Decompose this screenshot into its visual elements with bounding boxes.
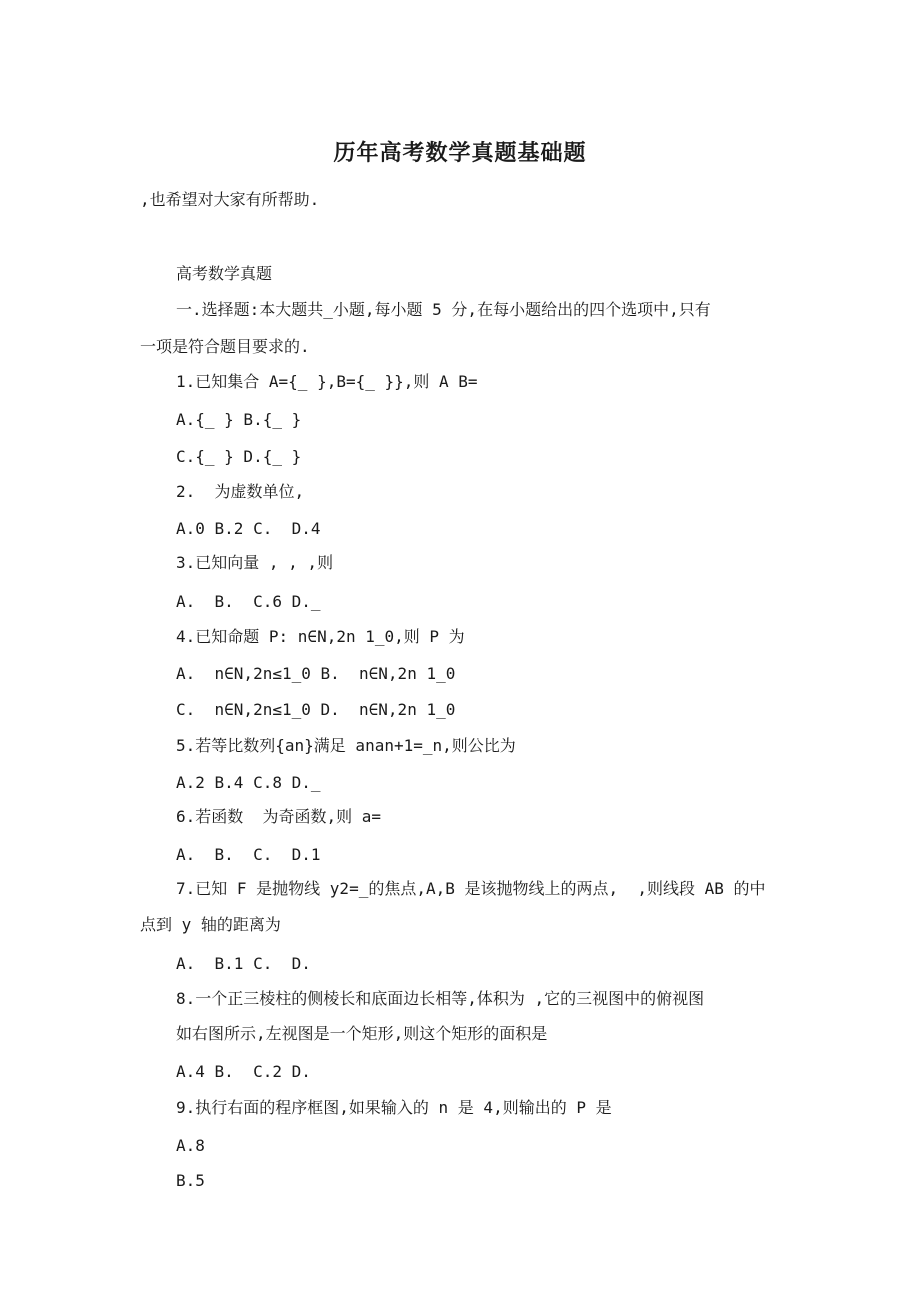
question-3: 3.已知向量 , , ,则: [176, 553, 334, 572]
question-1-options-cd: C.{_ } D.{_ }: [176, 447, 302, 466]
section-title: 高考数学真题: [176, 264, 273, 283]
question-9-option-a: A.8: [176, 1136, 205, 1155]
question-5-options: A.2 B.4 C.8 D._: [176, 773, 321, 792]
question-4: 4.已知命题 P: n∈N,2n 1_0,则 P 为: [176, 627, 465, 646]
question-7-line-2: 点到 y 轴的距离为: [140, 915, 281, 934]
question-2-options: A.0 B.2 C. D.4: [176, 519, 321, 538]
question-9-option-b: B.5: [176, 1171, 205, 1190]
question-7-line-1: 7.已知 F 是抛物线 y2=_的焦点,A,B 是该抛物线上的两点, ,则线段 AB 的中: [176, 879, 766, 898]
question-8-options: A.4 B. C.2 D.: [176, 1062, 311, 1081]
question-9: 9.执行右面的程序框图,如果输入的 n 是 4,则输出的 P 是: [176, 1098, 612, 1117]
section-heading-line-2: 一项是符合题目要求的.: [140, 337, 310, 356]
question-6: 6.若函数 为奇函数,则 a=: [176, 807, 382, 826]
question-2: 2. 为虚数单位,: [176, 482, 305, 501]
section-heading-line-1: 一.选择题:本大题共_小题,每小题 5 分,在每小题给出的四个选项中,只有: [176, 300, 711, 319]
question-4-options-ab: A. n∈N,2n≤1_0 B. n∈N,2n 1_0: [176, 664, 456, 683]
question-1: 1.已知集合 A={_ },B={_ }},则 A B=: [176, 372, 478, 391]
question-4-options-cd: C. n∈N,2n≤1_0 D. n∈N,2n 1_0: [176, 700, 456, 719]
question-8-line-2: 如右图所示,左视图是一个矩形,则这个矩形的面积是: [176, 1024, 548, 1043]
question-3-options: A. B. C.6 D._: [176, 592, 321, 611]
question-7-options: A. B.1 C. D.: [176, 954, 311, 973]
question-6-options: A. B. C. D.1: [176, 845, 321, 864]
question-5: 5.若等比数列{an}满足 anan+1=_n,则公比为: [176, 736, 516, 755]
question-8-line-1: 8.一个正三棱柱的侧棱长和底面边长相等,体积为 ,它的三视图中的俯视图: [176, 989, 705, 1008]
document-title: 历年高考数学真题基础题: [333, 140, 587, 166]
intro-text: ,也希望对大家有所帮助.: [140, 190, 320, 209]
question-1-options-ab: A.{_ } B.{_ }: [176, 410, 302, 429]
